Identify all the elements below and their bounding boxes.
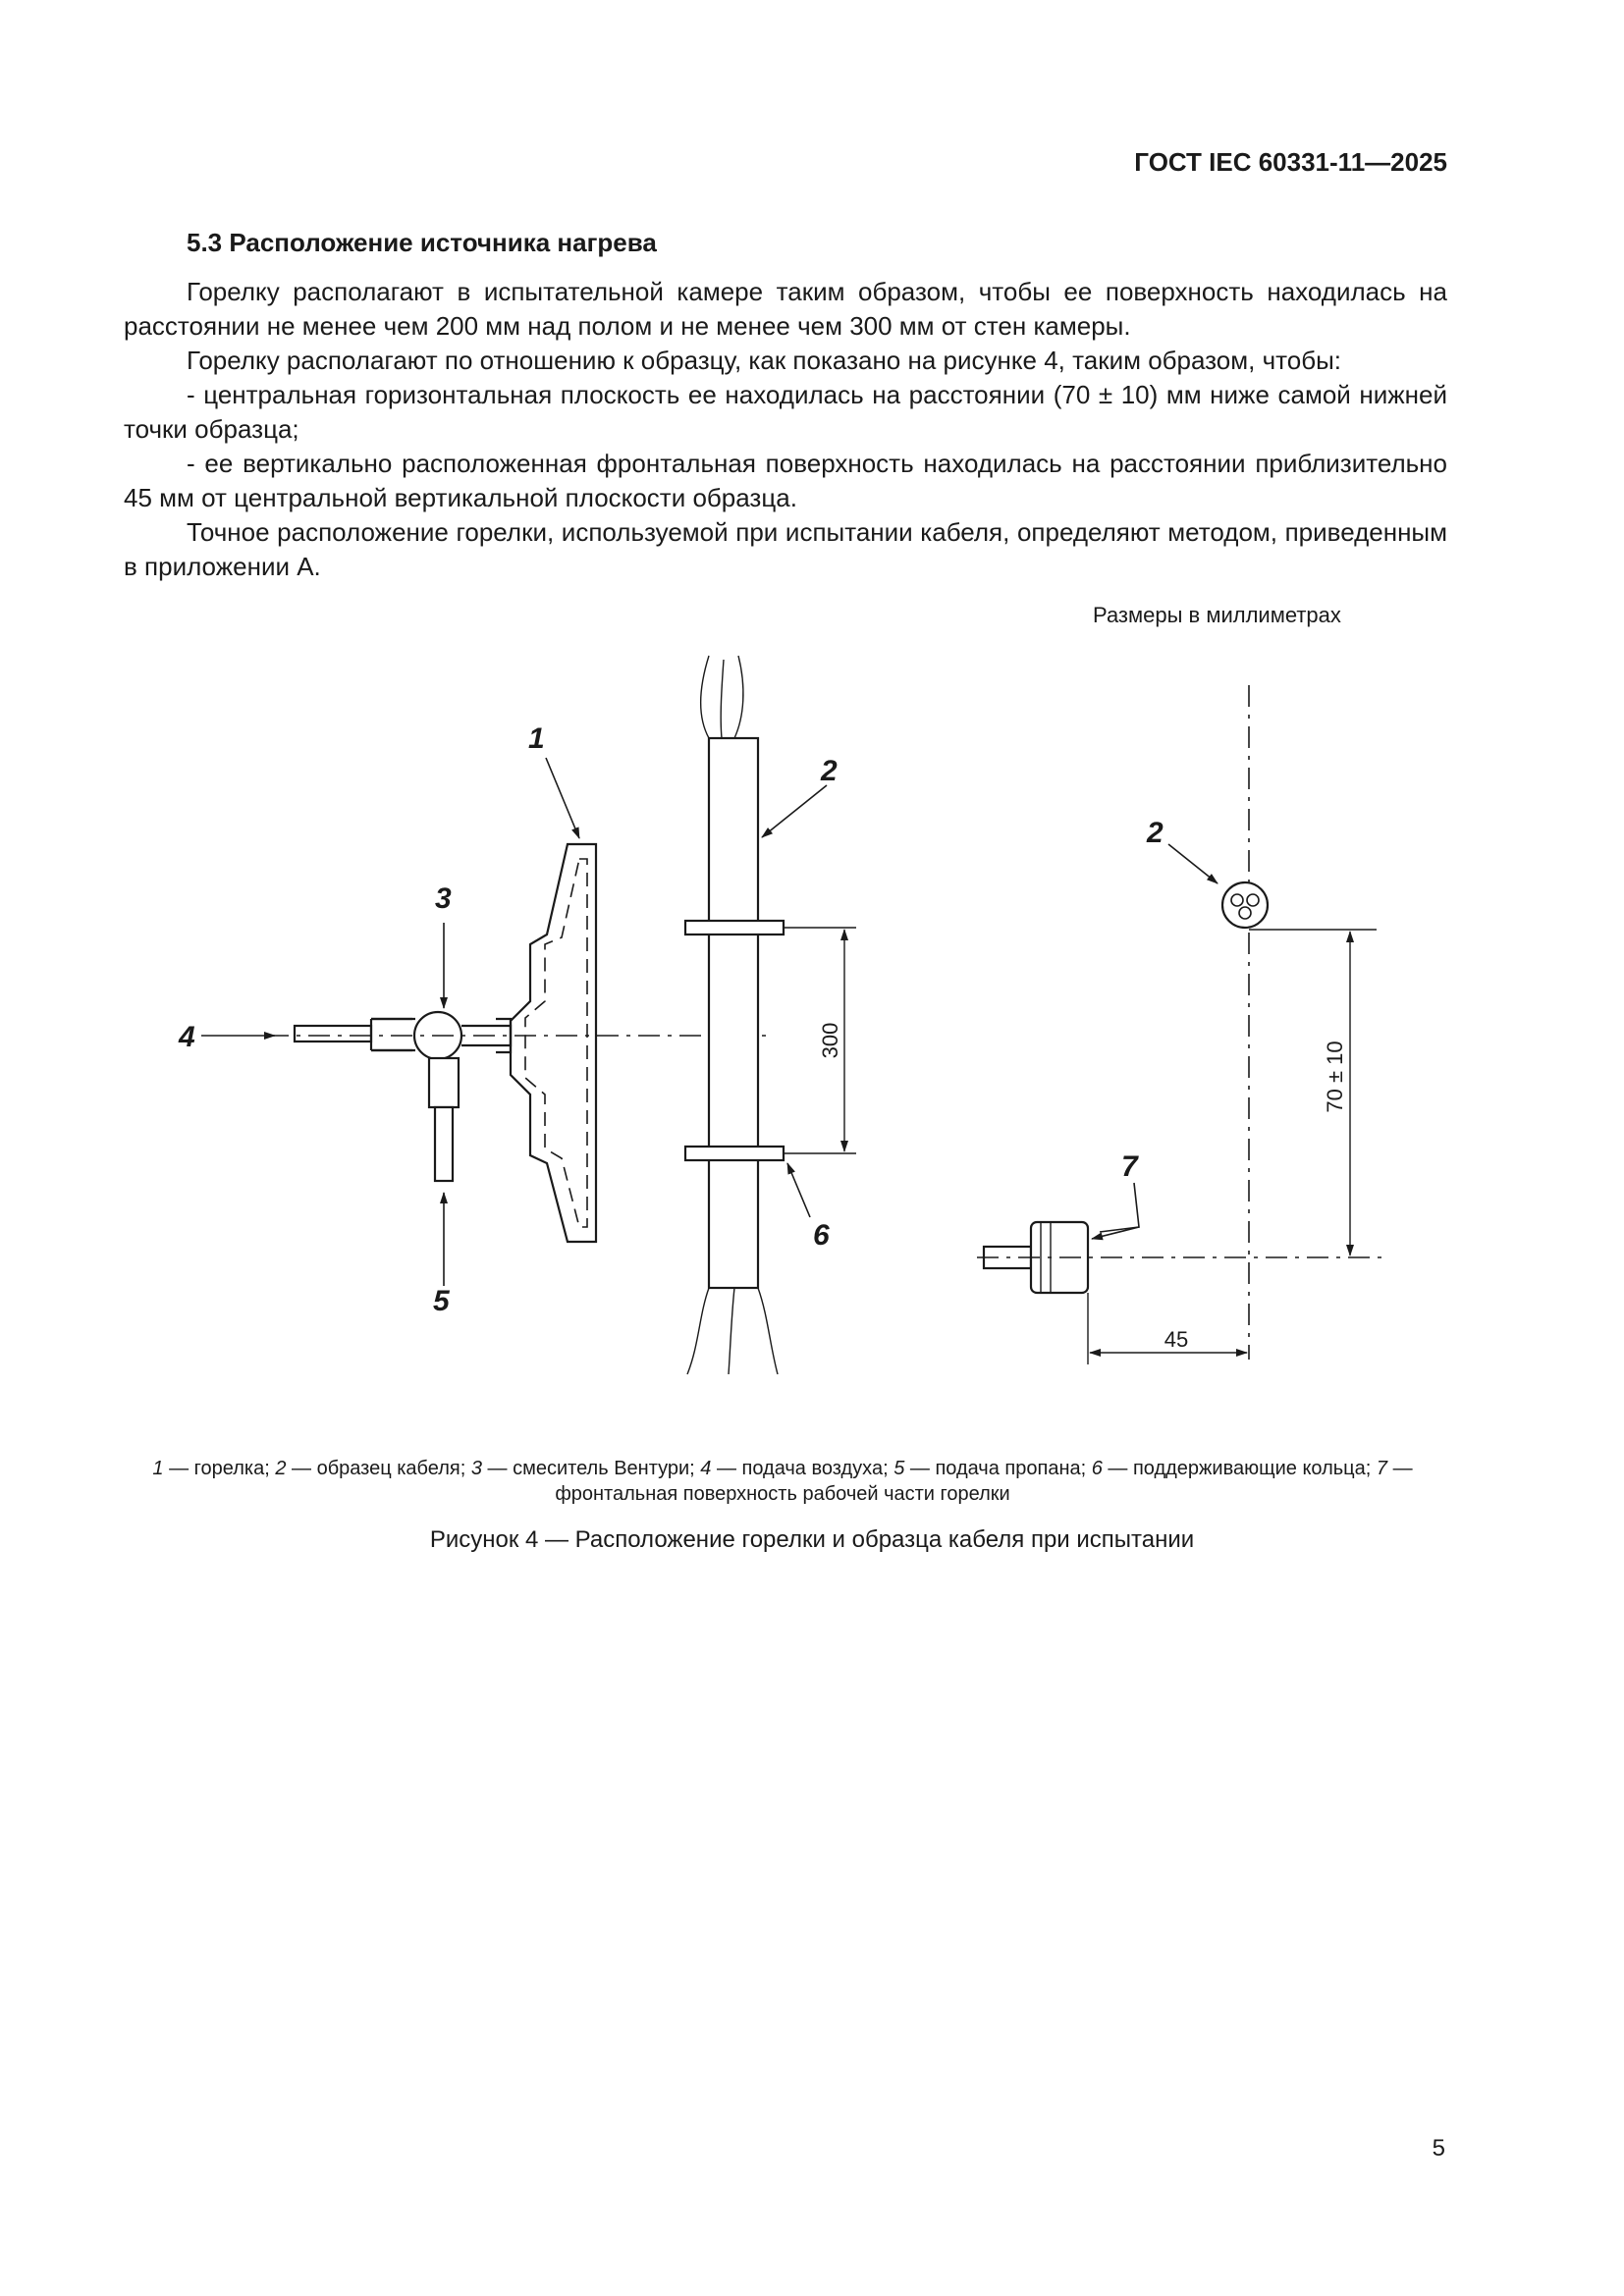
paragraph-4: - ее вертикально расположенная фронтальная поверхность находилась на расстоянии приблизительно 45 мм от центральной вертикальной плоскости образца. bbox=[124, 449, 1447, 512]
legend-text-6: — поддерживающие кольца; bbox=[1102, 1458, 1377, 1479]
legend-num-6: 6 bbox=[1091, 1458, 1103, 1479]
leader-6 bbox=[787, 1163, 810, 1217]
legend-num-4: 4 bbox=[700, 1458, 712, 1479]
legend-text-7: — фронтальная поверхность рабочей части горелки bbox=[555, 1458, 1413, 1505]
leader-2-right bbox=[1168, 844, 1218, 883]
legend-num-5: 5 bbox=[893, 1458, 905, 1479]
legend-num-2: 2 bbox=[275, 1458, 287, 1479]
callout-5: 5 bbox=[433, 1285, 450, 1317]
callout-2-right: 2 bbox=[1147, 817, 1164, 849]
paragraph-2: Горелку располагают по отношению к образцу, как показано на рисунке 4, таким образом, чтобы: bbox=[187, 346, 1342, 375]
callout-7: 7 bbox=[1121, 1150, 1138, 1183]
figure-caption: Рисунок 4 — Расположение горелки и образца кабеля при испытании bbox=[429, 1526, 1195, 1553]
leader-7 bbox=[1092, 1227, 1139, 1239]
label-45: 45 bbox=[1164, 1327, 1189, 1352]
units-note: Размеры в миллиметрах bbox=[1093, 603, 1341, 627]
callout-2: 2 bbox=[821, 755, 838, 787]
paragraph-1: Горелку располагают в испытательной камере таким образом, чтобы ее поверхность находилась на расстоянии не менее чем 200 мм над полом и не менее чем 300 мм от стен камеры. bbox=[124, 277, 1447, 341]
label-70-10: 70 ± 10 bbox=[1323, 1041, 1347, 1113]
callout-1: 1 bbox=[528, 722, 545, 755]
legend-text-3: — смеситель Вентури; bbox=[482, 1458, 701, 1479]
legend-text-1: — горелка; bbox=[163, 1458, 276, 1479]
paragraph-5: Точное расположение горелки, используемой при испытании кабеля, определяют методом, приведенным в приложении А. bbox=[124, 517, 1447, 581]
figure-legend bbox=[118, 1456, 1447, 1507]
support-ring-bottom bbox=[685, 1147, 784, 1160]
propane-supply-tube bbox=[429, 1058, 459, 1181]
cable-sample bbox=[687, 656, 778, 1374]
cable-cross-section bbox=[1222, 882, 1268, 928]
callout-4: 4 bbox=[179, 1021, 195, 1053]
legend-text-4: — подача воздуха; bbox=[711, 1458, 894, 1479]
air-supply-tube bbox=[295, 1019, 412, 1050]
section-title: 5.3 Расположение источника нагрева bbox=[187, 228, 657, 257]
burner-head bbox=[511, 844, 596, 1242]
callout-6: 6 bbox=[813, 1219, 830, 1252]
leader-2 bbox=[762, 785, 827, 837]
legend-text-5: — подача пропана; bbox=[904, 1458, 1092, 1479]
leader-1 bbox=[546, 758, 579, 838]
legend-num-3: 3 bbox=[470, 1458, 482, 1479]
legend-num-1: 1 bbox=[152, 1458, 164, 1479]
paragraph-3: - центральная горизонтальная плоскость ее находилась на расстоянии (70 ± 10) мм ниже самой нижней точки образца; bbox=[124, 380, 1447, 444]
document-header: ГОСТ IEC 60331-11—2025 bbox=[1134, 147, 1447, 177]
callout-3: 3 bbox=[435, 882, 452, 915]
legend-num-7: 7 bbox=[1376, 1458, 1388, 1479]
page-number: 5 bbox=[1432, 2135, 1445, 2162]
label-300: 300 bbox=[818, 1022, 842, 1059]
support-ring-top bbox=[685, 921, 784, 934]
legend-text-2: — образец кабеля; bbox=[286, 1458, 471, 1479]
